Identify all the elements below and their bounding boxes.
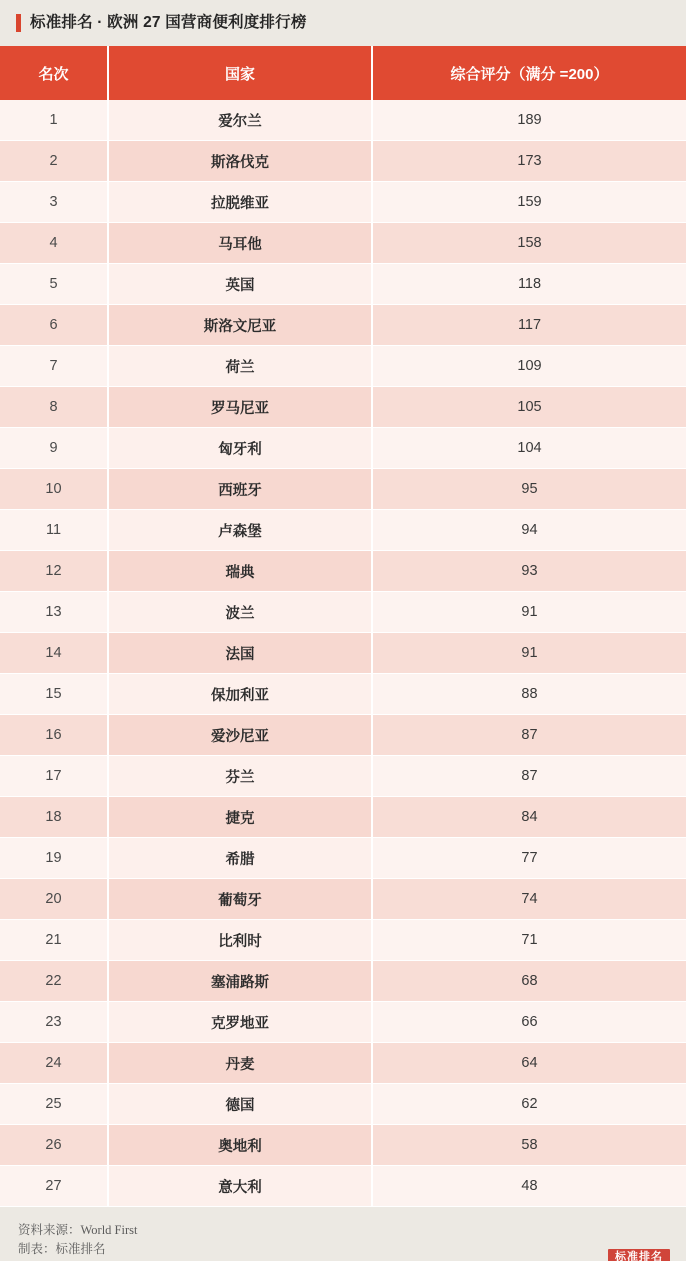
table-header-row	[0, 46, 686, 100]
cell-score: 62	[372, 1084, 686, 1125]
cell-score: 158	[372, 223, 686, 264]
cell-rank: 18	[0, 797, 108, 838]
cell-country: 塞浦路斯	[108, 961, 372, 1002]
page-title: 标准排名 · 欧洲 27 国营商便利度排行榜	[30, 14, 307, 32]
cell-country: 克罗地亚	[108, 1002, 372, 1043]
cell-rank: 21	[0, 920, 108, 961]
cell-rank: 16	[0, 715, 108, 756]
column-header-score: 综合评分（满分 =200）	[372, 46, 686, 100]
table-body	[0, 100, 686, 1207]
cell-rank: 7	[0, 346, 108, 387]
footer-source: 资料来源：World First	[18, 1223, 138, 1237]
cell-score: 64	[372, 1043, 686, 1084]
cell-country: 德国	[108, 1084, 372, 1125]
table-row	[0, 920, 686, 961]
cell-score: 87	[372, 756, 686, 797]
cell-country: 法国	[108, 633, 372, 674]
cell-rank: 9	[0, 428, 108, 469]
table-row	[0, 633, 686, 674]
cell-country: 意大利	[108, 1166, 372, 1207]
cell-country: 芬兰	[108, 756, 372, 797]
cell-country: 西班牙	[108, 469, 372, 510]
cell-country: 葡萄牙	[108, 879, 372, 920]
cell-country: 荷兰	[108, 346, 372, 387]
cell-rank: 20	[0, 879, 108, 920]
cell-rank: 25	[0, 1084, 108, 1125]
ranking-table	[0, 46, 686, 1207]
cell-rank: 26	[0, 1125, 108, 1166]
table-row	[0, 674, 686, 715]
cell-country: 比利时	[108, 920, 372, 961]
cell-score: 74	[372, 879, 686, 920]
cell-country: 希腊	[108, 838, 372, 879]
brand-logo: 标准排名	[608, 1249, 670, 1261]
cell-country: 匈牙利	[108, 428, 372, 469]
cell-rank: 22	[0, 961, 108, 1002]
table-row	[0, 961, 686, 1002]
title-accent-bar	[16, 14, 21, 32]
cell-score: 48	[372, 1166, 686, 1207]
cell-score: 173	[372, 141, 686, 182]
cell-score: 91	[372, 592, 686, 633]
cell-score: 159	[372, 182, 686, 223]
title-bar	[0, 0, 686, 46]
cell-rank: 1	[0, 100, 108, 141]
cell-rank: 4	[0, 223, 108, 264]
cell-country: 波兰	[108, 592, 372, 633]
table-row	[0, 715, 686, 756]
cell-score: 118	[372, 264, 686, 305]
cell-country: 卢森堡	[108, 510, 372, 551]
table-header	[0, 46, 686, 100]
table-row	[0, 428, 686, 469]
cell-country: 罗马尼亚	[108, 387, 372, 428]
cell-country: 保加利亚	[108, 674, 372, 715]
table-row	[0, 1125, 686, 1166]
cell-score: 84	[372, 797, 686, 838]
table-row	[0, 346, 686, 387]
cell-score: 58	[372, 1125, 686, 1166]
table-row	[0, 305, 686, 346]
table-row	[0, 551, 686, 592]
cell-rank: 3	[0, 182, 108, 223]
table-row	[0, 1084, 686, 1125]
table-row	[0, 756, 686, 797]
cell-country: 拉脱维亚	[108, 182, 372, 223]
cell-score: 66	[372, 1002, 686, 1043]
cell-rank: 19	[0, 838, 108, 879]
cell-score: 95	[372, 469, 686, 510]
cell-rank: 6	[0, 305, 108, 346]
table-row	[0, 1043, 686, 1084]
cell-score: 93	[372, 551, 686, 592]
cell-rank: 17	[0, 756, 108, 797]
cell-country: 爱尔兰	[108, 100, 372, 141]
table-row	[0, 387, 686, 428]
cell-rank: 27	[0, 1166, 108, 1207]
cell-rank: 10	[0, 469, 108, 510]
table-row	[0, 592, 686, 633]
table-row	[0, 838, 686, 879]
table-row	[0, 100, 686, 141]
cell-country: 爱沙尼亚	[108, 715, 372, 756]
table-row	[0, 264, 686, 305]
cell-score: 91	[372, 633, 686, 674]
cell-country: 瑞典	[108, 551, 372, 592]
cell-score: 105	[372, 387, 686, 428]
cell-country: 英国	[108, 264, 372, 305]
table-row	[0, 1166, 686, 1207]
cell-rank: 24	[0, 1043, 108, 1084]
cell-score: 71	[372, 920, 686, 961]
cell-score: 88	[372, 674, 686, 715]
cell-score: 77	[372, 838, 686, 879]
cell-score: 94	[372, 510, 686, 551]
table-row	[0, 510, 686, 551]
cell-score: 68	[372, 961, 686, 1002]
cell-rank: 14	[0, 633, 108, 674]
cell-score: 87	[372, 715, 686, 756]
cell-country: 捷克	[108, 797, 372, 838]
cell-rank: 15	[0, 674, 108, 715]
cell-rank: 5	[0, 264, 108, 305]
table-row	[0, 223, 686, 264]
cell-rank: 23	[0, 1002, 108, 1043]
table-row	[0, 1002, 686, 1043]
column-header-country: 国家	[108, 46, 372, 100]
cell-score: 117	[372, 305, 686, 346]
cell-country: 斯洛伐克	[108, 141, 372, 182]
table-row	[0, 879, 686, 920]
cell-rank: 8	[0, 387, 108, 428]
cell-country: 奥地利	[108, 1125, 372, 1166]
cell-score: 104	[372, 428, 686, 469]
table-row	[0, 141, 686, 182]
cell-score: 109	[372, 346, 686, 387]
cell-score: 189	[372, 100, 686, 141]
cell-rank: 13	[0, 592, 108, 633]
footer	[0, 1207, 686, 1261]
column-header-rank: 名次	[0, 46, 108, 100]
table-row	[0, 797, 686, 838]
cell-country: 斯洛文尼亚	[108, 305, 372, 346]
cell-rank: 12	[0, 551, 108, 592]
cell-rank: 11	[0, 510, 108, 551]
table-row	[0, 469, 686, 510]
cell-country: 马耳他	[108, 223, 372, 264]
cell-country: 丹麦	[108, 1043, 372, 1084]
footer-credit: 制表：标准排名	[18, 1242, 106, 1256]
cell-rank: 2	[0, 141, 108, 182]
table-row	[0, 182, 686, 223]
